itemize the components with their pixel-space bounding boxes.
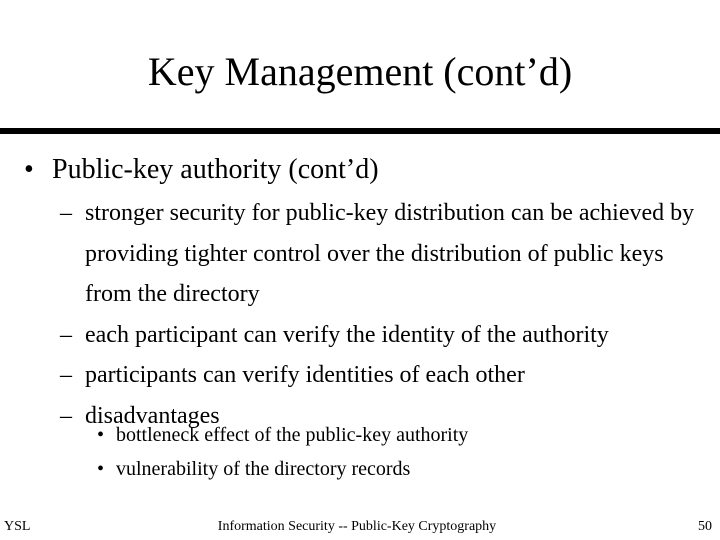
sub-sub-bullet <box>97 452 697 486</box>
sub-bullet <box>60 193 720 315</box>
sub-bullet-text: stronger security for public-key distribution can be achieved by providing tighter control over the distribution of public keys from the directory <box>85 200 695 307</box>
title-divider <box>0 128 720 134</box>
dash-icon: – <box>60 362 72 388</box>
bullet-dot-icon: • <box>97 424 105 446</box>
dash-icon: – <box>60 200 72 226</box>
main-bullet-text: Public-key authority (cont’d) <box>52 154 379 185</box>
slide-title: Key Management (cont’d) <box>147 49 573 94</box>
bullet-dot-icon: • <box>24 154 34 185</box>
sub-bullet-text: participants can verify identities of each other <box>85 362 525 388</box>
sub-bullet <box>60 315 720 356</box>
sub-sub-bullet-list <box>97 418 697 486</box>
sub-bullet-text: each participant can verify the identity of the authority <box>85 321 609 348</box>
bullet-dot-icon: • <box>97 458 105 480</box>
sub-bullet-list <box>60 193 720 436</box>
footer-course-title: Information Security -- Public-Key Cryptography <box>217 519 497 534</box>
sub-sub-bullet-text: vulnerability of the directory records <box>116 458 411 480</box>
page-number: 50 <box>698 519 712 534</box>
dash-icon: – <box>60 402 72 429</box>
footer-author: YSL <box>4 519 31 534</box>
dash-icon: – <box>60 321 72 348</box>
sub-sub-bullet <box>97 418 697 452</box>
sub-sub-bullet-text: bottleneck effect of the public-key authority <box>116 424 469 446</box>
sub-bullet <box>60 355 720 396</box>
main-bullet <box>24 150 379 190</box>
sub-bullet-text: disadvantages <box>85 402 220 429</box>
